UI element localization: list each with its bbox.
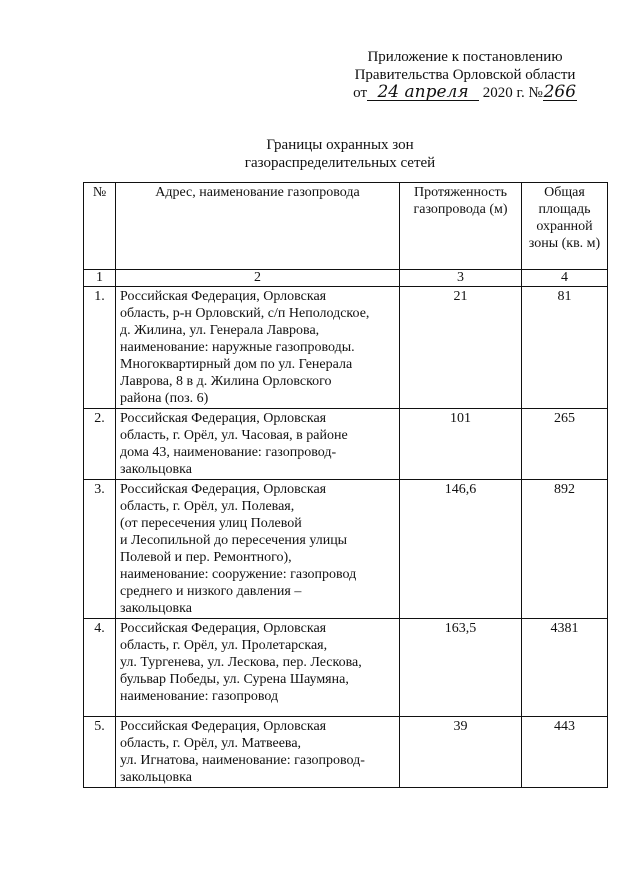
address-text: Российская Федерация, Орловская область, г. Орёл, ул. Пролетарская, ул. Тургенева, ул. Лескова, пер. Лескова, бульвар Победы, ул. Сурена Шаумяна, наименование: газопровод: [120, 621, 362, 704]
boundaries-table: [83, 182, 608, 788]
handwritten-number: 266: [543, 82, 577, 102]
index-cell: 2: [116, 270, 400, 287]
document-title: [180, 136, 500, 172]
row-number: 4.: [84, 619, 116, 717]
appendix-line-1: Приложение к постановлению: [367, 49, 563, 65]
row-address: [116, 619, 400, 717]
row-area: 443: [522, 717, 608, 788]
row-length: 39: [400, 717, 522, 788]
row-area: 81: [522, 287, 608, 409]
row-length: 101: [400, 409, 522, 480]
address-text: Российская Федерация, Орловская область, г. Орёл, ул. Полевая, (от пересечения улиц Полевой и Лесопильной до пересечения улицы Полевой и пер. Ремонтного), наименование: сооружение: газопровод среднего и низкого давления – закольцовка: [120, 482, 357, 616]
index-cell: 1: [84, 270, 116, 287]
row-length: 21: [400, 287, 522, 409]
row-number: 5.: [84, 717, 116, 788]
row-length: 146,6: [400, 480, 522, 619]
year-text: 2020 г. №: [482, 85, 543, 101]
index-cell: 4: [522, 270, 608, 287]
appendix-line-2: Правительства Орловской области: [354, 67, 576, 83]
table-row: [84, 409, 608, 480]
table-header-row: [84, 183, 608, 270]
from-label: от: [353, 85, 368, 101]
row-number: 3.: [84, 480, 116, 619]
table-row: [84, 717, 608, 788]
header-area: Общая площадь охранной зоны (кв. м): [522, 183, 608, 270]
row-area: 265: [522, 409, 608, 480]
appendix-header: [330, 48, 600, 102]
row-area: 892: [522, 480, 608, 619]
row-address: [116, 287, 400, 409]
table-row: [84, 287, 608, 409]
appendix-date-line: [330, 84, 600, 102]
address-text: Российская Федерация, Орловская область, г. Орёл, ул. Матвеева, ул. Игнатова, наименование: газопровод- закольцовка: [120, 719, 365, 785]
title-line-1: Границы охранных зон: [266, 137, 414, 153]
row-number: 2.: [84, 409, 116, 480]
header-num: №: [84, 183, 116, 270]
column-index-row: [84, 270, 608, 287]
handwritten-date: 24 апреля: [367, 84, 479, 101]
row-area: 4381: [522, 619, 608, 717]
address-text: Российская Федерация, Орловская область, г. Орёл, ул. Часовая, в районе дома 43, наименование: газопровод- закольцовка: [120, 411, 348, 477]
header-length: Протяженность газопровода (м): [400, 183, 522, 270]
row-number: 1.: [84, 287, 116, 409]
row-length: 163,5: [400, 619, 522, 717]
index-cell: 3: [400, 270, 522, 287]
header-address: Адрес, наименование газопровода: [116, 183, 400, 270]
address-text: Российская Федерация, Орловская область, р-н Орловский, с/п Неполодское, д. Жилина, ул. Генерала Лаврова, наименование: наружные газопроводы. Многоквартирный дом по ул. Генерала Лаврова, 8 в д. Жилина Орловского района (поз. 6): [120, 289, 370, 406]
row-address: [116, 717, 400, 788]
row-address: [116, 480, 400, 619]
row-address: [116, 409, 400, 480]
table-row: [84, 480, 608, 619]
table-row: [84, 619, 608, 717]
title-line-2: газораспределительных сетей: [244, 155, 436, 171]
